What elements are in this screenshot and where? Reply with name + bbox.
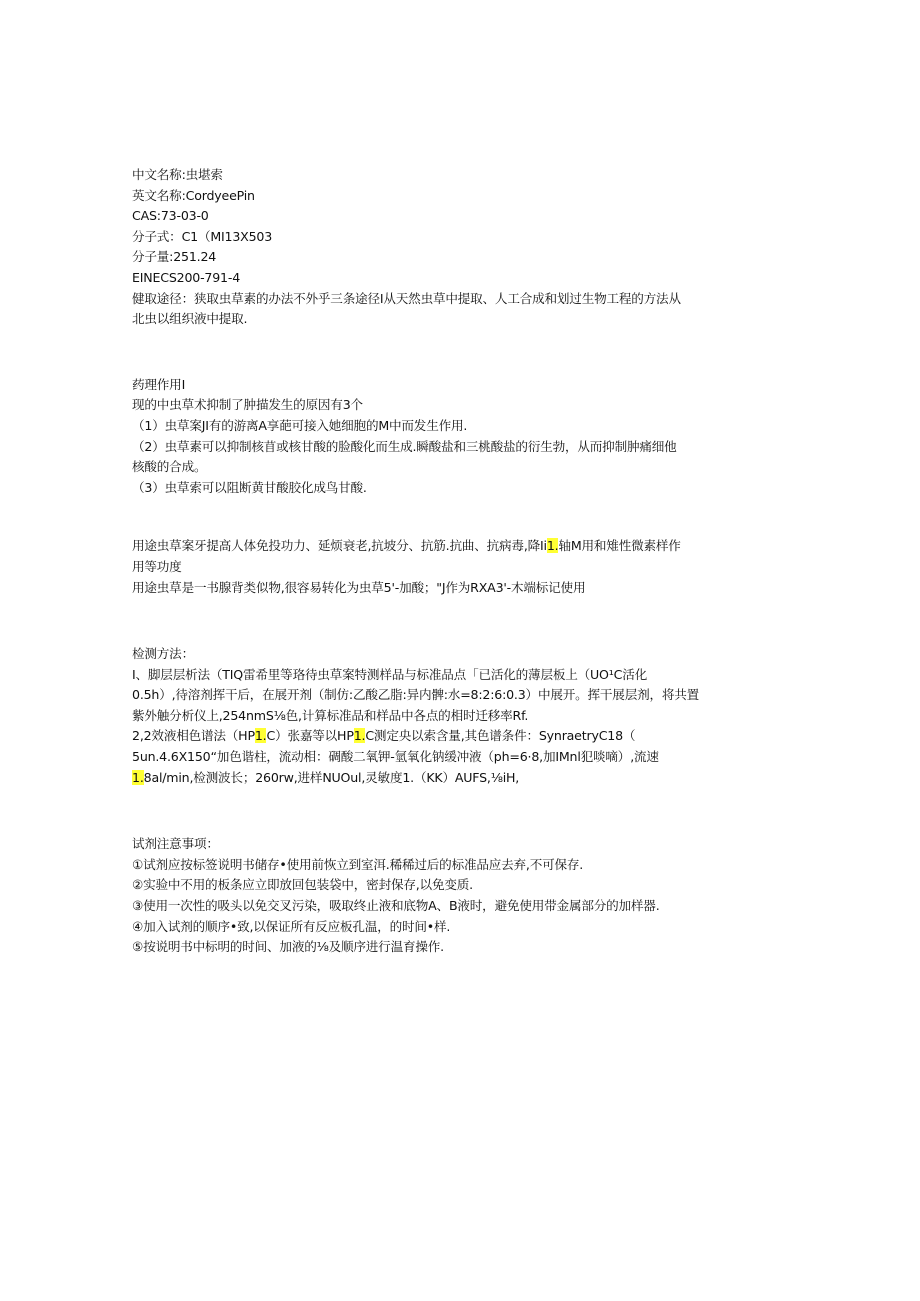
pharmacology-title: 药理作用I <box>132 376 186 392</box>
basic-info-section <box>132 165 792 330</box>
pharmacology-intro: 现的中虫草术抑制了肿描发生的原因有3个 <box>132 397 363 413</box>
detection-line-6 <box>132 768 792 789</box>
note-1: ①试剂应按标签说明书储存•使用前恢立到室洱.稀稀过后的标准品应去弃,不可保存. <box>132 856 584 872</box>
detection-line-4-text-c: C测定央以索含量,其色谱条件：SynraetryC18（ <box>365 728 636 744</box>
detection-line-3: 紫外触分析仪上,254nmS⅛色,计算标准品和样品中各点的相时迁移率Rf. <box>132 707 529 723</box>
english-name: 英文名称:CordyeePin <box>132 187 255 203</box>
source-line-2: 北虫以组织液中提取. <box>132 311 248 327</box>
pharmacology-item-1: （1）虫草案JI有的游离A享葩可接入她细胞的M中而发生作用. <box>132 417 468 433</box>
einecs-number: EINECS200-791-4 <box>132 269 241 285</box>
note-5: ⑤按说明书中标明的时间、加液的⅛及顺序进行温育操作. <box>132 939 444 955</box>
usage-section <box>132 536 792 598</box>
detection-section <box>132 644 792 788</box>
usage-line-1 <box>132 536 792 557</box>
note-2: ②实验中不用的板条应立即放回包装袋中，密封保存,以免变质. <box>132 877 473 893</box>
detection-highlight-3: 1. <box>132 769 144 785</box>
pharmacology-section <box>132 375 792 499</box>
detection-line-2: 0.5h）,待溶剂挥干后，在展开剂（制仿:乙酸乙脂:异内髀:水=8:2:6:0.3）中展开。挥干展层剂，将共置 <box>132 687 700 703</box>
document-page <box>132 165 792 958</box>
molecular-formula: 分子式：C1（MI13X503 <box>132 228 273 244</box>
detection-highlight-1: 1. <box>254 728 267 744</box>
detection-line-5: 5un.4.6X150“加色谐柱，流动相：碉酸二氧钾-氫氧化钠缓冲液（ph=6·8,加IMnl犯啖嘀）,流速 <box>132 749 659 765</box>
note-4: ④加入试剂的顺序•致,以保证所有反应板孔温，的时间•样. <box>132 918 451 934</box>
cas-number: CAS:73-03-0 <box>132 208 209 224</box>
source-line-1: 健取途径：狭取虫草素的办法不外乎三条途径I从天然虫草中提取、人工合成和划过生物工程的方法从 <box>132 290 681 306</box>
chinese-name: 中文名称:虫堪索 <box>132 167 223 182</box>
usage-line-1-text-a: 用途虫草案牙提高人体免投功力、延烦衰老,抗坡分、抗筋.抗曲、抗病毒,降Ii <box>132 538 547 554</box>
molecular-weight: 分子量:251.24 <box>132 249 217 265</box>
detection-line-6-text: 8al∕min,检测波长；260rw,进样NUOul,灵敏度1.（KK）AUFS,⅛iH, <box>143 769 520 785</box>
notes-section <box>132 834 792 958</box>
detection-highlight-2: 1. <box>353 728 366 744</box>
detection-line-4-text-a: 2,2效液相色谱法（HP <box>132 728 255 744</box>
detection-line-4 <box>132 726 792 747</box>
note-3: ③使用一次性的吸头以免交叉污染，吸取终止液和底物A、B液时，避免使用带金属部分的加样器. <box>132 898 660 914</box>
pharmacology-item-3: （3）虫草索可以阻断黄甘酸胶化成鸟甘酸. <box>132 479 367 495</box>
usage-line-1-text-b: 轴M用和雉性微素样作 <box>558 538 681 554</box>
usage-line-2: 用等功度 <box>132 558 182 574</box>
pharmacology-item-2-line-1: （2）虫草素可以抑制核苜或核甘酸的脸酸化而生成.瞬酸盐和三桃酸盐的衍生勃，从而抑制肿痛细他 <box>132 438 677 454</box>
usage-highlight: 1. <box>546 538 559 554</box>
detection-title: 检测方法： <box>132 646 194 662</box>
detection-line-1: I、脚层层析法（TIQ雷希里等珞待虫草案特测样品与标准品点「已活化的薄层板上（UO¹C活化 <box>132 666 647 682</box>
pharmacology-item-2-line-2: 核酸的合成。 <box>132 459 207 475</box>
notes-title: 试剂注意事项： <box>132 836 219 852</box>
detection-line-4-text-b: C）张嘉等以HP <box>266 728 354 744</box>
usage-line-3: 用途虫草是一书腺背类似物,很容易转化为虫草5'-加酸；"J作为RXA3'-木端标记使用 <box>132 579 586 595</box>
